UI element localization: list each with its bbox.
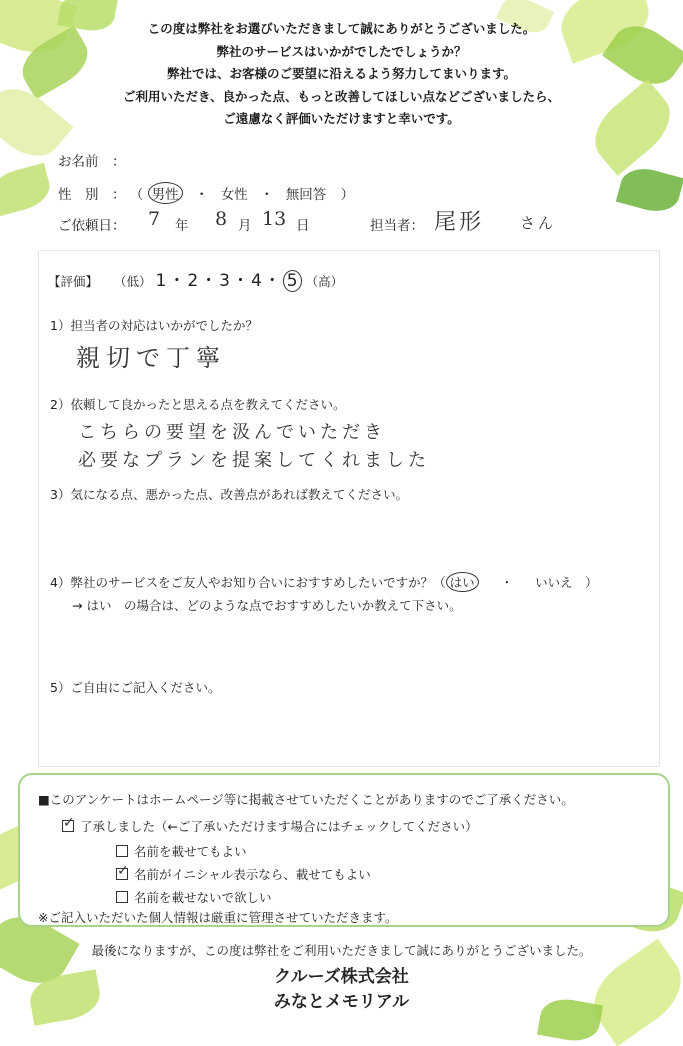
greeting-line: 弊社では、お客様のご要望に沿えるよう努力してまいります。 <box>166 66 516 81</box>
gender-open-paren: （ <box>129 187 144 203</box>
gender-male-circled[interactable]: 男性 <box>148 182 183 204</box>
separator-dot: ・ <box>500 575 514 590</box>
rating-label: 【評価】 <box>48 274 99 289</box>
question-4-row <box>50 572 598 592</box>
separator-dot: ・ <box>194 187 209 203</box>
rating-high: （高） <box>305 274 344 289</box>
gender-row <box>58 182 354 204</box>
day-unit: 日 <box>296 218 310 234</box>
agree-label: 了承しました（←ご了承いただけます場合にはチェックしてください） <box>80 819 478 834</box>
greeting-line: この度は弊社をお選びいただきまして誠にありがとうございました。 <box>147 21 536 36</box>
option-1-checkbox[interactable] <box>116 845 128 857</box>
month-unit: 月 <box>238 218 252 234</box>
answer-2-line-1: こちらの要望を汲んでいただき <box>78 422 386 443</box>
date-day-value: 13 <box>262 208 287 230</box>
rating-row <box>48 266 343 292</box>
option-row <box>116 842 247 860</box>
answer-no[interactable]: いいえ ） <box>535 575 598 590</box>
closing-thanks: 最後になりますが、この度は弊社をご利用いただきまして誠にありがとうございました。 <box>91 943 592 958</box>
staff-name-value: 尾形 <box>434 210 485 235</box>
consent-notice: ■このアンケートはホームページ等に掲載させていただくことがありますのでご了承ください。 <box>38 792 574 807</box>
agree-checkbox[interactable] <box>62 815 75 832</box>
question-3: 3）気になる点、悪かった点、改善点があれば教えてください。 <box>50 487 408 502</box>
name-label: お名前 ： <box>58 154 126 170</box>
greeting-line: ご遠慮なく評価いただけますと幸いです。 <box>223 111 460 126</box>
option-3-checkbox[interactable] <box>116 891 128 903</box>
greeting-line: ご利用いただき、良かった点、もっと改善してほしい点などございましたら、 <box>122 88 560 104</box>
greeting-line: 弊社のサービスはいかがでしたでしょうか？ <box>216 43 467 59</box>
rating-low: （低） <box>114 274 152 289</box>
option-2-checkbox[interactable] <box>116 863 129 880</box>
question-5: 5）ご自由にご記入ください。 <box>50 680 221 695</box>
greeting-text <box>0 18 683 131</box>
option-3-label: 名前を載せないで欲しい <box>134 890 272 905</box>
option-1-label: 名前を載せてもよい <box>134 844 247 859</box>
date-year-value: 7 <box>148 208 164 230</box>
staff-suffix: さん <box>520 214 557 232</box>
option-row <box>116 888 272 906</box>
company-name: クルーズ株式会社 <box>274 967 409 987</box>
gender-none[interactable]: 無回答 <box>285 187 327 203</box>
date-label: ご依頼日： <box>58 218 126 234</box>
brand-name: みなとメモリアル <box>273 992 410 1012</box>
answer-2-line-2: 必要なプランを提案してくれました <box>78 450 430 471</box>
rating-scale: 1・2・3・4・ <box>155 271 283 291</box>
answer-yes-circled[interactable]: はい <box>446 572 479 592</box>
staff-label: 担当者： <box>370 218 424 234</box>
gender-female[interactable]: 女性 <box>220 187 248 203</box>
option-row <box>116 865 371 883</box>
answer-1: 親切で丁寧 <box>76 344 226 372</box>
question-4-sub: → はい の場合は、どのような点でおすすめしたいか教えて下さい。 <box>72 598 462 613</box>
consent-agree-row <box>62 817 478 835</box>
check-mark-icon: ✓ <box>117 863 129 879</box>
gender-label: 性 別 ： <box>58 187 126 203</box>
option-2-label: 名前がイニシャル表示なら、載せてもよい <box>134 867 371 882</box>
check-mark-icon: ✓ <box>63 815 75 831</box>
date-month-value: 8 <box>215 208 231 230</box>
question-4: 4）弊社のサービスをご友人やお知り合いにおすすめしたいですか？（ <box>50 575 446 590</box>
rating-selected-circled[interactable]: 5 <box>283 270 302 292</box>
year-unit: 年 <box>175 218 189 234</box>
question-1: 1）担当者の対応はいかがでしたか？ <box>50 318 258 333</box>
gender-close-paren: ） <box>340 187 355 203</box>
separator-dot: ・ <box>259 187 274 203</box>
question-2: 2）依頼して良かったと思える点を教えてください。 <box>50 397 346 412</box>
privacy-note: ※ご記入いただいた個人情報は厳重に管理させていただきます。 <box>38 910 398 925</box>
